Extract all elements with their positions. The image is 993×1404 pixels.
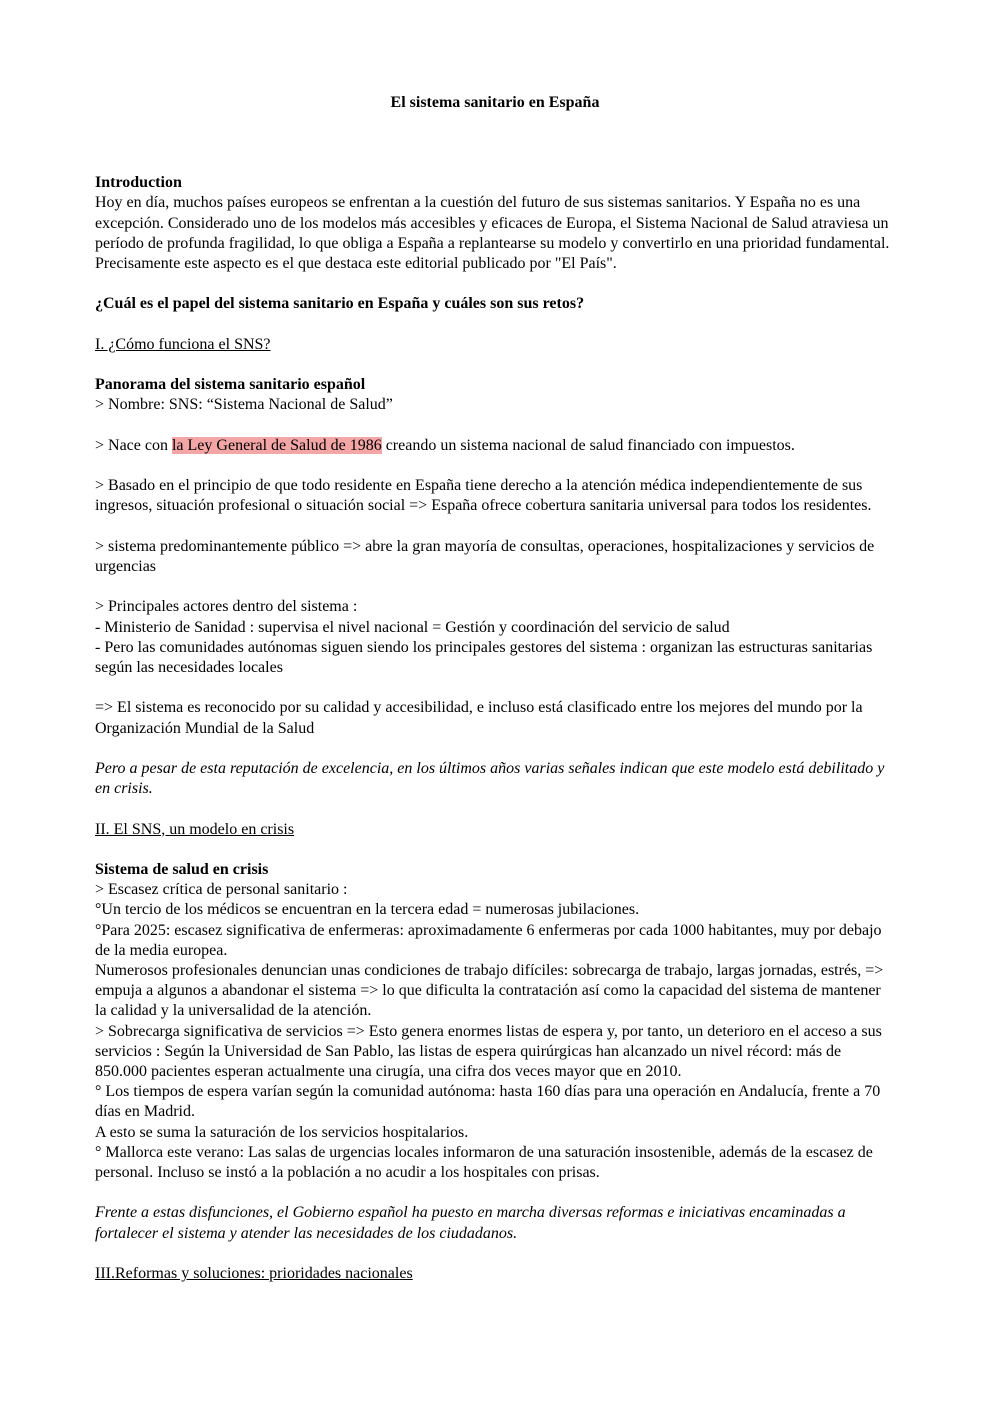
crisis-line: > Escasez crítica de personal sanitario :	[95, 881, 348, 899]
crisis-line: ° Mallorca este verano: Las salas de urgencias locales informaron de una saturación insostenible, además de la escasez de personal. Incluso se instó a la población a no acudir a los hospitales con prisas.	[95, 1143, 873, 1181]
crisis-line: ° Los tiempos de espera varían según la comunidad autónoma: hasta 160 días para una operación en Andalucía, frente a 70 días en Madrid.	[95, 1083, 881, 1121]
document-page	[95, 93, 895, 1284]
section3-heading: III.Reformas y soluciones: prioridades nacionales	[95, 1264, 413, 1282]
crisis-line: °Para 2025: escasez significativa de enfermeras: aproximadamente 6 enfermeras por cada 1000 habitantes, muy por debajo de la media europea.	[95, 921, 882, 959]
crisis-line: > Sobrecarga significativa de servicios => Esto genera enormes listas de espera y, por tanto, un deterioro en el acceso a sus servicios : Según la Universidad de San Pablo, las listas de espera quirúrgicas han alcanzado un nivel récord: más de 850.000 pacientes esperan actualmente una cirugía, una cifra dos veces mayor que en 2010.	[95, 1022, 882, 1080]
reconocido-paragraph: => El sistema es reconocido por su calidad y accesibilidad, e incluso está clasificado entre los mejores del mundo por la Organización Mundial de la Salud	[95, 699, 863, 737]
section1-heading: I. ¿Cómo funciona el SNS?	[95, 335, 271, 353]
section2-subheading: Sistema de salud en crisis	[95, 860, 269, 878]
crisis-line: A esto se suma la saturación de los servicios hospitalarios.	[95, 1123, 469, 1141]
highlighted-law: la Ley General de Salud de 1986	[171, 436, 382, 454]
section1-subheading: Panorama del sistema sanitario español	[95, 376, 366, 394]
intro-heading: Introduction	[95, 174, 182, 192]
sns-name-line: > Nombre: SNS: “Sistema Nacional de Salud”	[95, 396, 393, 414]
nace-prefix: > Nace con	[95, 436, 172, 454]
intro-paragraph: Hoy en día, muchos países europeos se enfrentan a la cuestión del futuro de sus sistemas sanitarios. Y España no es una excepción. Considerado uno de los modelos más accesibles y eficaces de Europa, el Sistema Nacional de Salud atraviesa un período de profunda fragilidad, lo que obliga a España a replantearse su modelo y convertirlo en una prioridad fundamental. Precisamente este aspecto es el que destaca este editorial publicado por "El País".	[95, 194, 890, 273]
section1-transition: Pero a pesar de esta reputación de excelencia, en los últimos años varias señales indican que este modelo está debilitado y en crisis.	[95, 759, 885, 798]
document-title: El sistema sanitario en España	[390, 94, 600, 111]
nace-suffix: creando un sistema nacional de salud financiado con impuestos.	[381, 436, 795, 454]
crisis-line: Numerosos profesionales denuncian unas condiciones de trabajo difíciles: sobrecarga de trabajo, largas jornadas, estrés, => empuja a algunos a abandonar el sistema => lo que dificulta la contratación así como la capacidad del sistema de mantener la calidad y la universalidad de la atención.	[95, 961, 884, 1020]
comunidades-line: - Pero las comunidades autónomas siguen siendo los principales gestores del sistema : organizan las estructuras sanitarias según las necesidades locales	[95, 638, 873, 676]
main-question: ¿Cuál es el papel del sistema sanitario en España y cuáles son sus retos?	[95, 295, 585, 313]
actores-line: > Principales actores dentro del sistema :	[95, 598, 358, 616]
nace-line	[95, 436, 895, 456]
section2-heading: II. El SNS, un modelo en crisis	[95, 820, 295, 838]
crisis-line: °Un tercio de los médicos se encuentran en la tercera edad = numerosas jubilaciones.	[95, 901, 640, 919]
section2-transition: Frente a estas disfunciones, el Gobierno español ha puesto en marcha diversas reformas e iniciativas encaminadas a fortalecer el sistema y atender las necesidades de los ciudadanos.	[95, 1204, 846, 1242]
ministerio-line: - Ministerio de Sanidad : supervisa el nivel nacional = Gestión y coordinación del servicio de salud	[95, 618, 730, 636]
basado-paragraph: > Basado en el principio de que todo residente en España tiene derecho a la atención médica independientemente de sus ingresos, situación profesional o situación social => España ofrece cobertura sanitaria universal para todos los residentes.	[95, 477, 872, 515]
publico-paragraph: > sistema predominantemente público => abre la gran mayoría de consultas, operaciones, hospitalizaciones y servicios de urgencias	[95, 537, 875, 575]
